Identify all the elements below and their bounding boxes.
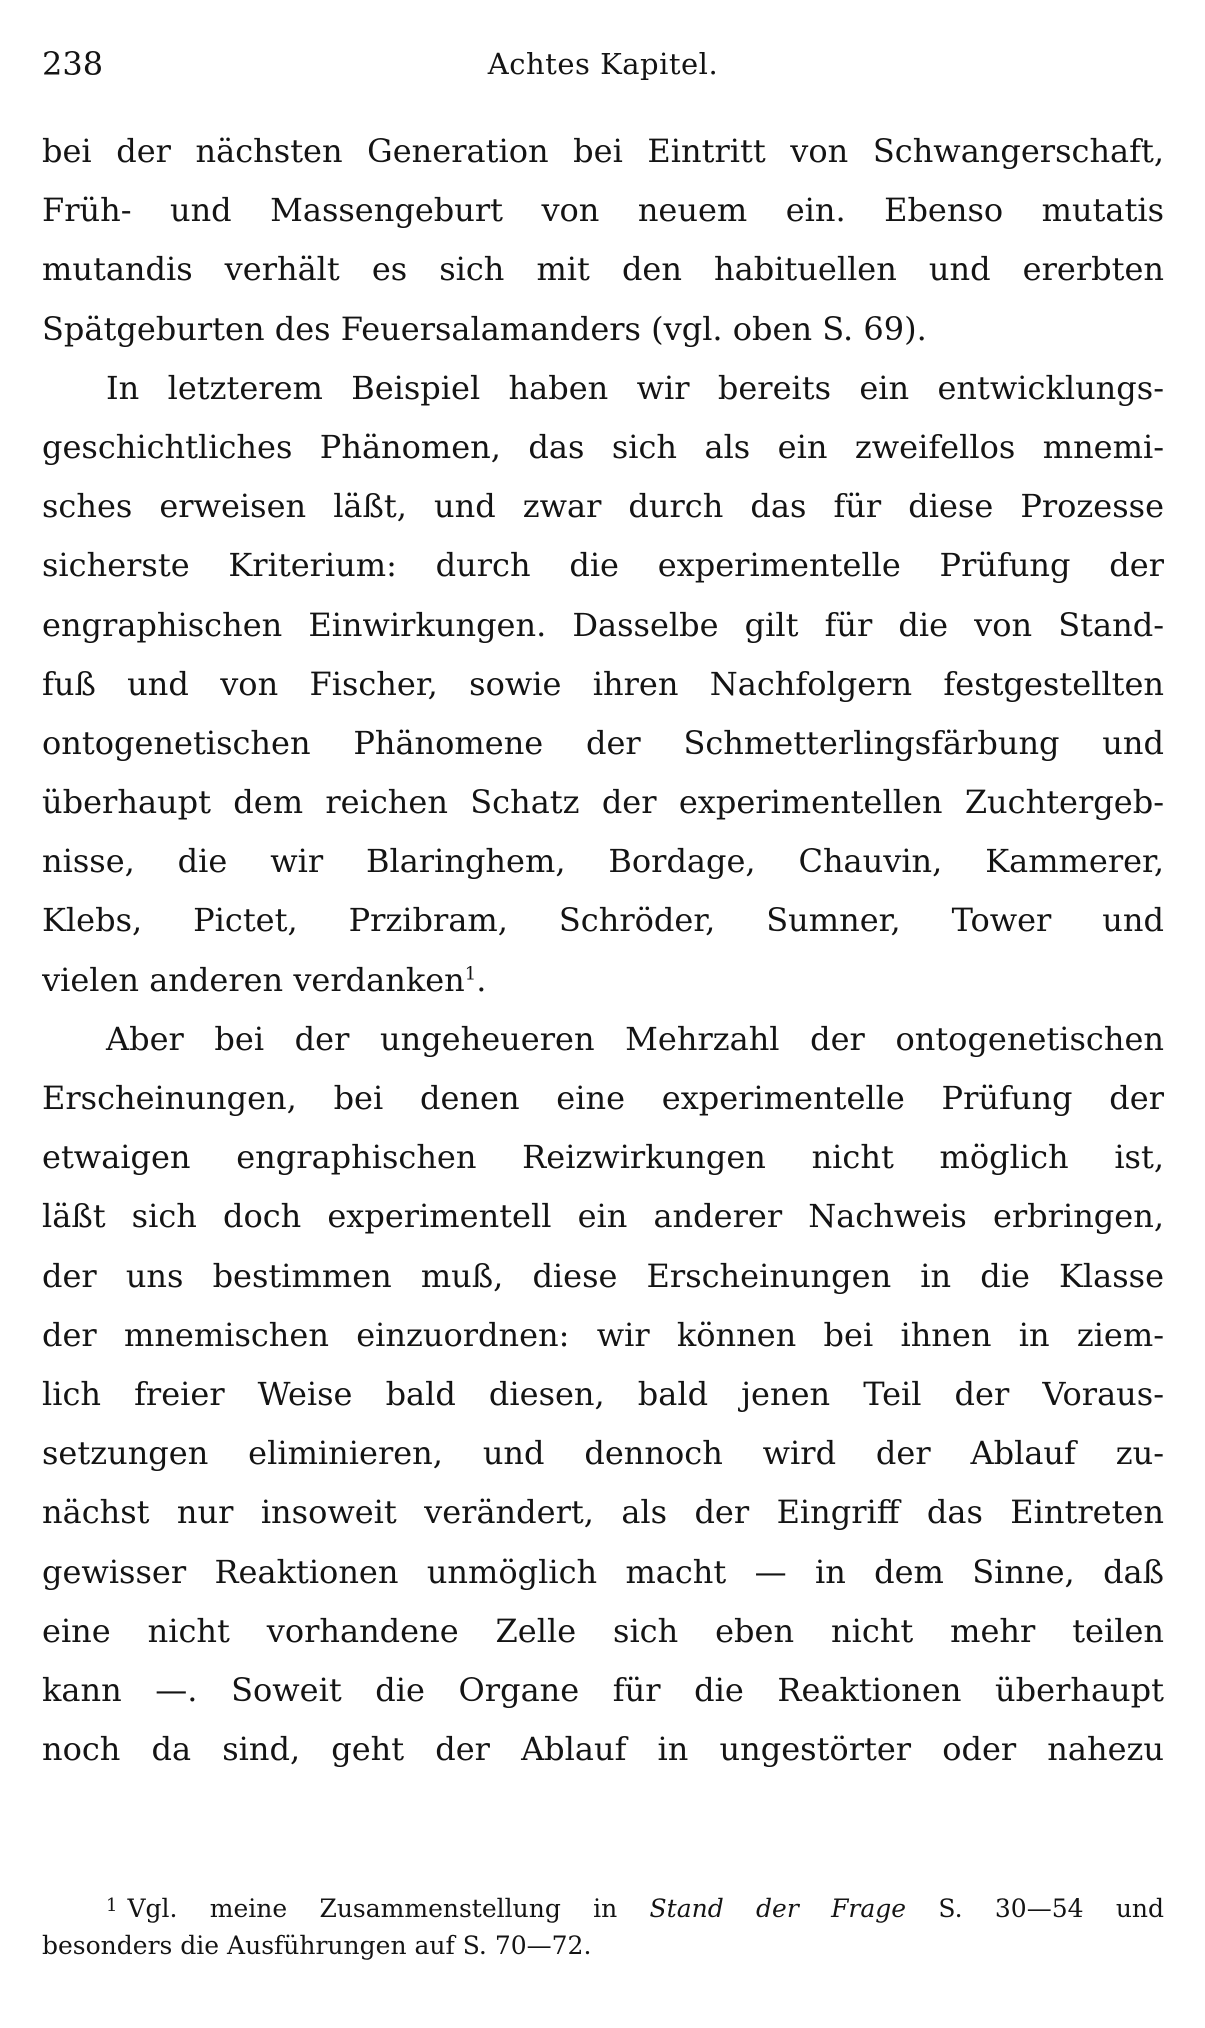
text-line: geschichtliches Phänomen, das sich als ein zweifellos mnemi- — [42, 427, 1164, 466]
text-line: Erscheinungen, bei denen eine experimentelle Prüfung der — [42, 1079, 1164, 1117]
paragraph-start-line: In letzterem Beispiel haben wir bereits ein entwicklungs- — [106, 368, 1164, 407]
text-line — [42, 951, 1164, 1010]
text-line: noch da sind, geht der Ablauf in ungestörter oder nahezu — [42, 1730, 1164, 1769]
footnote — [42, 1886, 1164, 1966]
text-line: Früh- und Massengeburt von neuem ein. Ebenso mutatis — [42, 191, 1164, 230]
text-line: nisse, die wir Blaringhem, Bordage, Chauvin, Kammerer, — [42, 842, 1164, 881]
text-line: fuß und von Fischer, sowie ihren Nachfolgern festgestellten — [42, 664, 1164, 703]
text-line: der mnemischen einzuordnen: wir können bei ihnen in ziem- — [42, 1315, 1164, 1354]
text-line: gewisser Reaktionen unmöglich macht — in dem Sinne, daß — [42, 1552, 1164, 1591]
footnote-line — [42, 1886, 1164, 1926]
text-line: kann —. Soweit die Organe für die Reaktionen überhaupt — [42, 1670, 1164, 1709]
document-page — [42, 0, 1164, 2028]
chapter-title: Achtes Kapitel. — [487, 47, 719, 81]
text-line: mutandis verhält es sich mit den habituellen und ererbten — [42, 250, 1164, 289]
text-line: etwaigen engraphischen Reizwirkungen nicht möglich ist, — [42, 1138, 1164, 1177]
text-line-content: vielen anderen verdanken — [42, 960, 465, 999]
text-line: bei der nächsten Generation bei Eintritt von Schwangerschaft, — [42, 132, 1164, 170]
text-line: sches erweisen läßt, und zwar durch das für diese Prozesse — [42, 487, 1164, 526]
body-text — [42, 122, 1164, 1779]
footnote-reference[interactable]: 1 — [464, 962, 477, 984]
running-head — [42, 44, 1164, 84]
text-line: Spätgeburten des Feuersalamanders (vgl. oben S. 69). — [42, 309, 927, 348]
text-line: lich freier Weise bald diesen, bald jenen Teil der Voraus- — [42, 1374, 1164, 1413]
text-line: setzungen eliminieren, und dennoch wird der Ablauf zu- — [42, 1434, 1164, 1473]
text-line: überhaupt dem reichen Schatz der experimentellen Zuchtergeb- — [42, 783, 1164, 822]
footnote-marker: 1 — [106, 1895, 118, 1916]
line-end-period: . — [476, 960, 487, 999]
text-line: ontogenetischen Phänomene der Schmetterlingsfärbung und — [42, 723, 1164, 762]
text-line: läßt sich doch experimentell ein anderer Nachweis erbringen, — [42, 1197, 1164, 1236]
text-line: nächst nur insoweit verändert, als der Eingriff das Eintreten — [42, 1493, 1164, 1532]
text-line: der uns bestimmen muß, diese Erscheinungen in die Klasse — [42, 1256, 1164, 1295]
footnote-text: Vgl. meine Zusammenstellung in — [127, 1894, 618, 1923]
text-line: engraphischen Einwirkungen. Dasselbe gilt für die von Stand- — [42, 605, 1164, 644]
footnote-text: S. 30—54 und — [938, 1894, 1164, 1923]
paragraph-start-line: Aber bei der ungeheueren Mehrzahl der ontogenetischen — [106, 1019, 1164, 1058]
text-line: sicherste Kriterium: durch die experimentelle Prüfung der — [42, 546, 1164, 585]
page-number: 238 — [42, 45, 104, 83]
footnote-cited-title: Stand der Frage — [649, 1894, 907, 1923]
text-line: Klebs, Pictet, Przibram, Schröder, Sumner, Tower und — [42, 901, 1164, 940]
footnote-line: besonders die Ausführungen auf S. 70—72. — [42, 1931, 592, 1960]
text-line: eine nicht vorhandene Zelle sich eben nicht mehr teilen — [42, 1611, 1164, 1650]
